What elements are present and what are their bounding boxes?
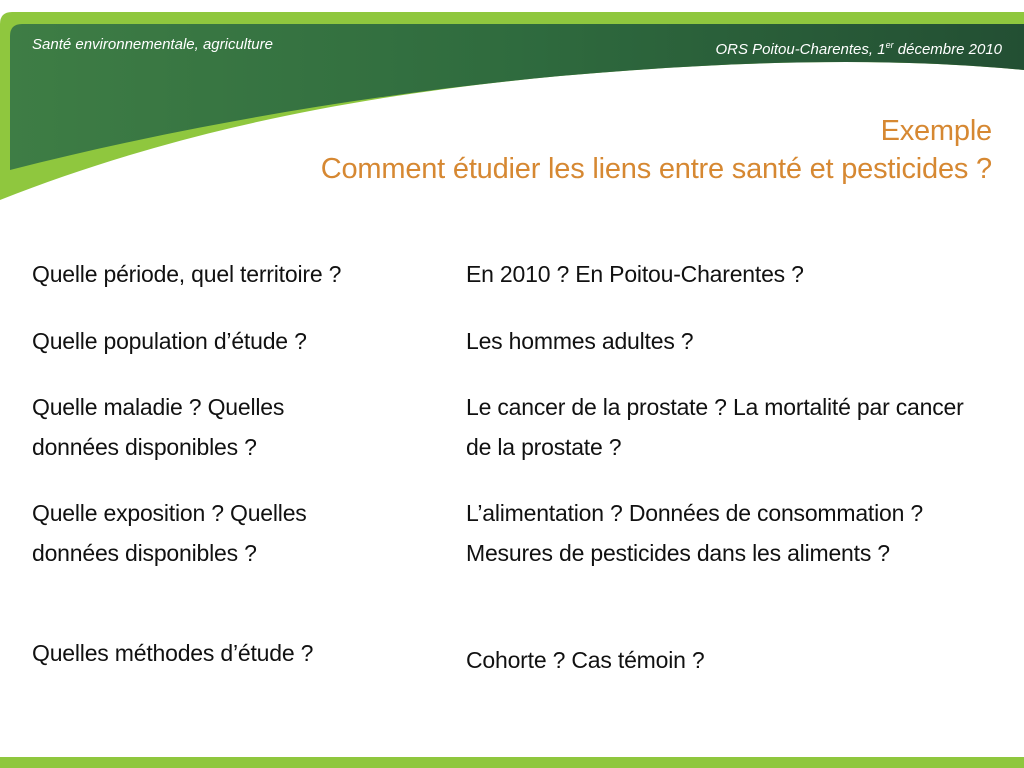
header-left-text: Santé environnementale, agriculture (32, 36, 273, 53)
footer-bar (0, 757, 1024, 768)
title-line-2: Comment étudier les liens entre santé et pesticides ? (320, 153, 992, 185)
question-exposure: Quelle exposition ? Quelles données disponibles ? (32, 500, 307, 566)
answer-period-territory: En 2010 ? En Poitou-Charentes ? (466, 261, 804, 287)
header-date-superscript: er (885, 40, 894, 50)
header-date-suffix: décembre 2010 (893, 41, 1002, 58)
slide-title (321, 112, 992, 188)
question-methods: Quelles méthodes d’étude ? (32, 640, 314, 666)
answer-population: Les hommes adultes ? (466, 328, 694, 354)
answer-exposure: L’alimentation ? Données de consommation ? Mesures de pesticides dans les aliments ? (466, 500, 924, 566)
answer-methods: Cohorte ? Cas témoin ? (466, 647, 705, 673)
question-population: Quelle population d’étude ? (32, 328, 307, 354)
header-right-text (715, 36, 1002, 59)
question-period-territory: Quelle période, quel territoire ? (32, 261, 342, 287)
header-org-date: ORS Poitou-Charentes, 1 (715, 41, 886, 58)
question-disease: Quelle maladie ? Quelles données disponibles ? (32, 394, 285, 460)
answer-disease: Le cancer de la prostate ? La mortalité par cancer de la prostate ? (466, 394, 964, 460)
title-line-1: Exemple (880, 115, 992, 147)
